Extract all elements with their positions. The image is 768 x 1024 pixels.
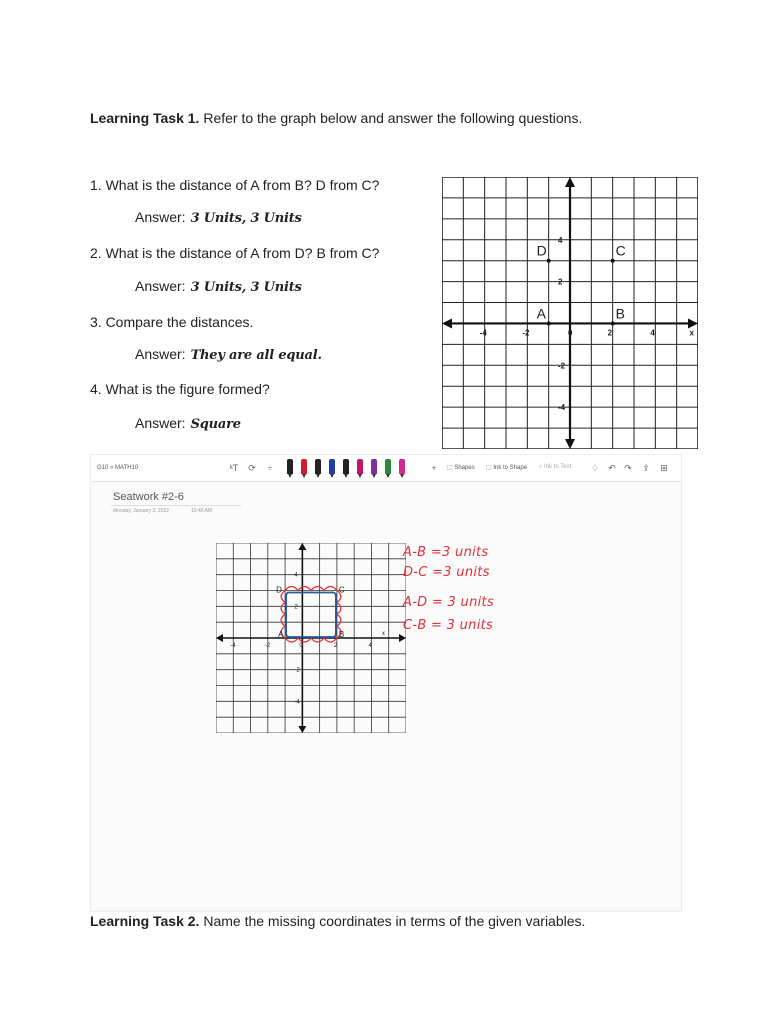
x-tick-label: 0 [299,643,303,649]
note-date: Monday, January 3, 2022 [113,508,170,514]
question-1: 1. What is the distance of A from B? D from C? [90,177,380,193]
point-label-b: B [338,630,345,639]
x-tick-label: -4 [479,328,487,338]
y-tick-label: -2 [294,667,300,674]
task1-heading [90,110,582,126]
note-time: 10:40 AM [191,508,213,514]
shapes-button[interactable]: ⬚ Shapes [447,465,475,471]
breadcrumb: G10 » MATH10 [97,465,139,471]
title-underline [111,505,241,506]
answer-value: Square [190,417,241,432]
undo-icon[interactable]: ↶ [608,463,616,473]
axes [442,177,698,449]
y-tick-label: 2 [558,277,563,287]
answer-4 [135,415,241,432]
point-label-a: A [536,305,547,322]
answer-label: Answer: [135,415,186,431]
y-arrow-down [565,439,575,449]
blue-ink-square [286,593,336,638]
x-tick-label: -2 [264,643,271,649]
point-label-d: D [276,585,282,595]
add-pen-icon[interactable]: + [431,463,437,473]
redo-icon[interactable]: ↷ [624,463,632,473]
pen-icon[interactable] [343,459,349,474]
x-tick-label: 2 [607,328,613,338]
answer-label: Answer: [135,278,186,294]
x-tick-label: 4 [650,328,655,338]
point-label-c: C [338,585,345,595]
point-a [547,321,551,325]
y-tick-label: 2 [294,604,298,611]
y-arrow-up [298,543,306,550]
pen-icon[interactable] [399,459,405,474]
pen-icon[interactable] [315,459,321,474]
task2-heading [90,913,585,929]
add-space-icon[interactable]: ÷ [267,463,273,473]
x-arrow-right [688,318,698,328]
answer-3 [135,346,322,363]
ink-to-shape-button[interactable]: ⬚ Ink to Shape [486,465,528,471]
x-arrow-left [216,634,223,642]
handwritten-note-dc: D-C =3 units [403,565,490,580]
x-tick-label: 2 [333,643,338,649]
x-tick-label: 4 [368,643,372,649]
x-tick-label: 0 [568,328,573,338]
point-c [611,259,615,263]
pen-icon[interactable] [287,459,293,474]
task1-heading-text: Refer to the graph below and answer the following questions. [199,110,583,126]
x-axis-label: x [381,631,385,637]
onenote-screenshot [90,454,682,912]
x-axis-label: x [689,328,694,338]
answer-label: Answer: [135,346,186,362]
coordinate-graph [442,177,698,449]
grid-icon[interactable]: ⊞ [660,463,668,473]
y-arrow-up [565,177,575,187]
y-tick-label: 4 [294,572,298,579]
x-arrow-left [442,318,452,328]
point-label-b: B [615,305,626,322]
task2-heading-text: Name the missing coordinates in terms of the given variables. [199,913,586,929]
handwritten-marks [276,586,345,643]
note-title: Seatwork #2-6 [113,491,184,503]
ink-to-shape-label: Ink to Shape [493,465,528,471]
point-d [547,259,551,263]
answer-1 [135,209,302,226]
shapes-label: Shapes [454,465,475,471]
question-3: 3. Compare the distances. [90,314,254,330]
handwritten-note-ab: A-B =3 units [403,545,489,560]
y-tick-label: -4 [558,403,566,413]
seatwork-graph [216,543,406,733]
answer-value: They are all equal. [190,348,322,363]
question-2: 2. What is the distance of A from D? B from C? [90,245,380,261]
task2-heading-bold: Learning Task 2. [90,913,200,929]
y-arrow-down [298,726,306,733]
x-tick-label: -2 [522,328,530,338]
y-tick-label: -4 [294,699,300,706]
pen-icon[interactable] [301,459,307,474]
answer-value: 3 Units, 3 Units [190,211,302,226]
pen-icon[interactable] [385,459,391,474]
share-icon[interactable]: ⇪ [642,463,650,473]
answer-label: Answer: [135,209,186,225]
pen-icon[interactable] [371,459,377,474]
task1-heading-bold: Learning Task 1. [90,110,200,126]
question-4: 4. What is the figure formed? [90,381,270,397]
handwritten-note-cb: C-B = 3 units [403,618,494,633]
point-b [611,321,615,325]
answer-value: 3 Units, 3 Units [190,280,302,295]
y-tick-label: -2 [558,361,566,371]
point-label-c: C [615,242,626,259]
pen-icon[interactable] [329,459,335,474]
pen-icon[interactable] [357,459,363,474]
handwritten-note-ad: A-D = 3 units [403,595,495,610]
bell-icon[interactable]: ♢ [590,463,600,473]
ink-to-text-button[interactable]: ⌕ Ink to Text [539,464,572,470]
x-tick-label: -4 [230,643,236,649]
red-ink-outline [281,587,341,643]
y-tick-label: 4 [558,235,563,245]
point-label-a: A [278,630,284,639]
answer-2 [135,278,302,295]
type-icon[interactable]: ᵏT [229,463,239,473]
ink-to-text-label: Ink to Text [544,464,572,470]
point-label-d: D [536,242,547,259]
x-arrow-right [399,634,406,642]
lasso-icon[interactable]: ⟳ [248,463,256,473]
onenote-toolbar [91,455,681,482]
